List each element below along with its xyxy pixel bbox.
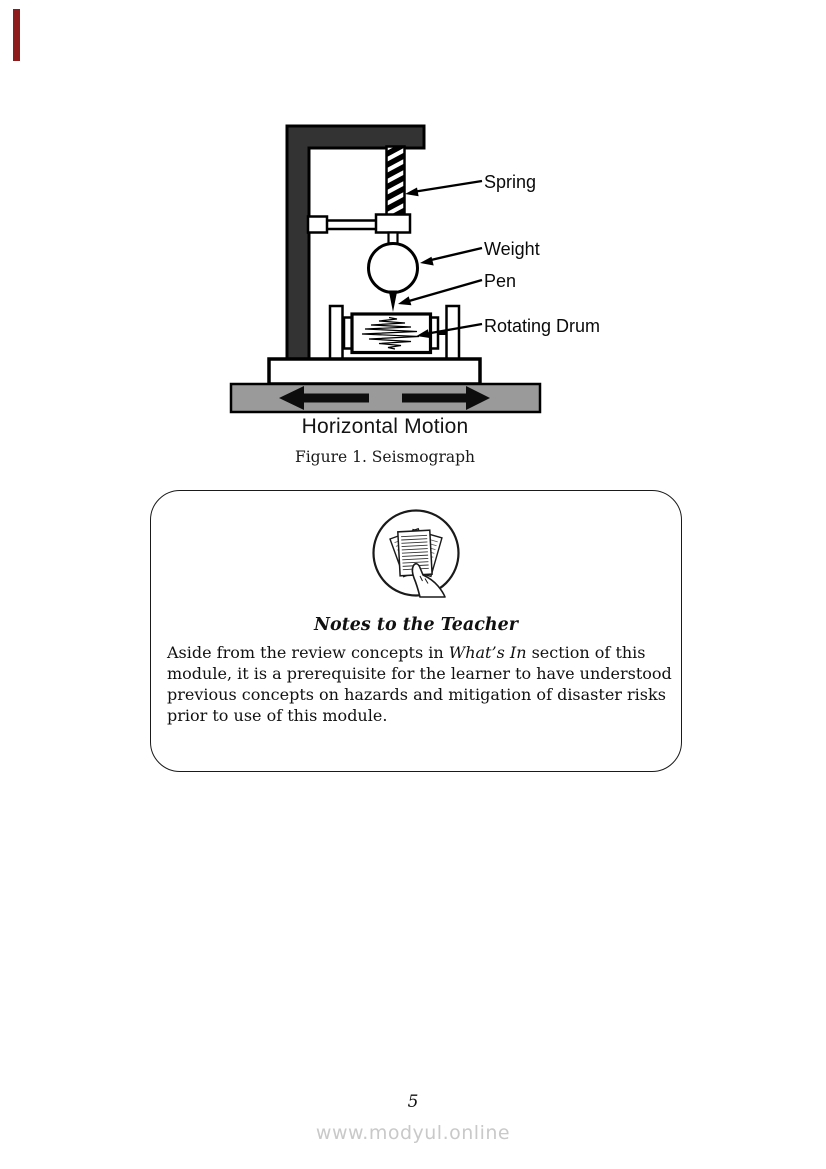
notes-body-italic: What’s In	[448, 643, 527, 662]
notes-to-teacher-box	[150, 490, 682, 772]
weight-shape	[369, 244, 418, 293]
red-edge-mark	[13, 9, 20, 61]
spring-label: Spring	[484, 172, 537, 192]
notes-body	[167, 642, 681, 726]
watermark: www.modyul.online	[315, 1122, 511, 1144]
notes-body-text-1: Aside from the review concepts in	[167, 643, 449, 662]
page-number: 5	[407, 1092, 419, 1112]
seismograph-diagram	[225, 118, 613, 418]
platform	[269, 359, 480, 384]
horizontal-motion-caption: Horizontal Motion	[301, 415, 469, 438]
spring-block	[376, 215, 410, 233]
ground-slab	[231, 384, 540, 412]
notes-title: Notes to the Teacher	[314, 615, 518, 635]
bracket-post-fitting	[308, 217, 327, 233]
drum-holder-left	[330, 306, 343, 362]
papers-in-hand-icon	[370, 507, 462, 599]
pen-shape	[389, 291, 398, 313]
drum-holder-right	[447, 306, 460, 362]
figure-caption: Figure 1. Seismograph	[294, 448, 476, 466]
notes-body-text-2: section of this module, it is a prerequisite for the learner to have understood previous concepts on hazards and mitigation of disaster risks prior to use of this module.	[167, 643, 672, 725]
rotating-drum-label: Rotating Drum	[484, 316, 601, 336]
weight-label: Weight	[484, 239, 540, 259]
pen-label: Pen	[484, 271, 517, 291]
